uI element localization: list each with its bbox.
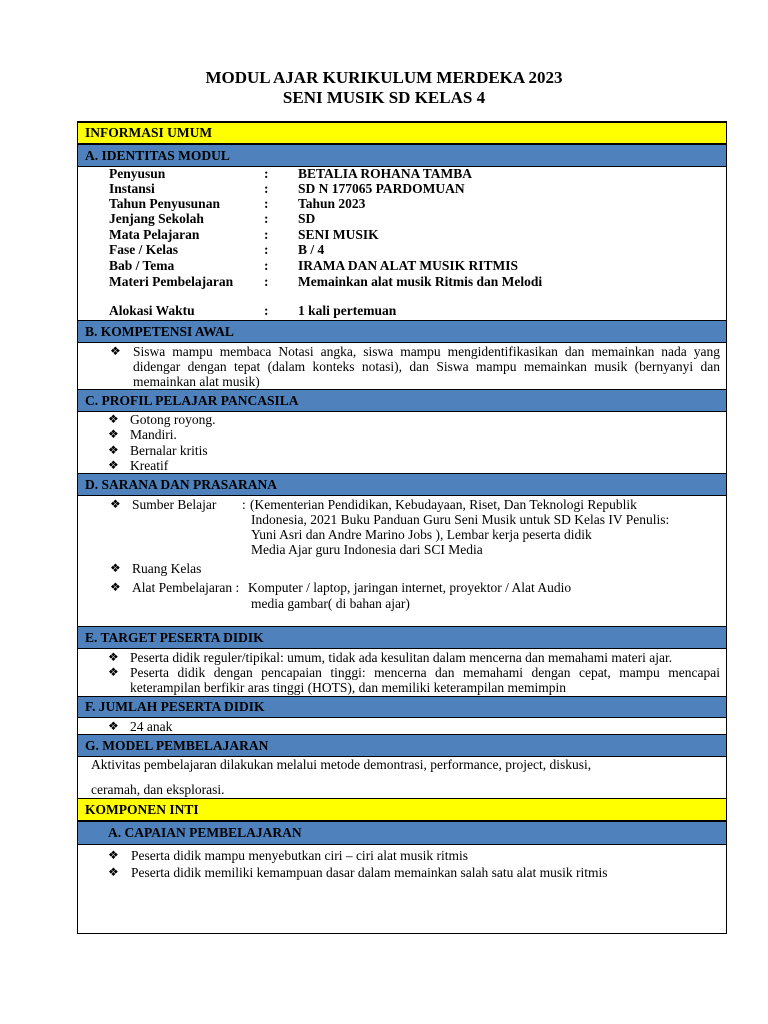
sumber-belajar-label: Sumber Belajar: [132, 497, 217, 512]
bullet-icon: ❖: [108, 427, 119, 441]
identitas-separator: :: [264, 196, 269, 211]
bullet-icon: ❖: [108, 865, 119, 879]
identitas-separator: :: [264, 181, 269, 196]
section-kompetensi-awal: B. KOMPETENSI AWAL: [78, 320, 726, 343]
alat-pembelajaran-line: media gambar( di bahan ajar): [251, 596, 410, 611]
identitas-value: Memainkan alat musik Ritmis dan Melodi: [298, 274, 543, 289]
bullet-icon: ❖: [110, 344, 121, 358]
identitas-separator: :: [264, 227, 269, 242]
bullet-icon: ❖: [108, 412, 119, 426]
identitas-label: Tahun Penyusunan: [109, 196, 220, 211]
bullet-icon: ❖: [110, 580, 121, 594]
sumber-belajar-line: Indonesia, 2021 Buku Panduan Guru Seni Musik untuk SD Kelas IV Penulis:: [251, 512, 670, 527]
identitas-label: Materi Pembelajaran: [109, 274, 234, 289]
identitas-label: Jenjang Sekolah: [109, 211, 204, 226]
sumber-belajar-line: Media Ajar guru Indonesia dari SCI Media: [251, 542, 483, 557]
identitas-value: Tahun 2023: [298, 196, 366, 211]
profil-item: Bernalar kritis: [130, 443, 208, 458]
jumlah-item: 24 anak: [130, 719, 173, 734]
capaian-item: Peserta didik memiliki kemampuan dasar dalam memainkan salah satu alat musik ritmis: [131, 865, 608, 880]
identitas-separator: :: [264, 211, 269, 226]
profil-item: Gotong royong.: [130, 412, 216, 427]
model-text-line: Aktivitas pembelajaran dilakukan melalui metode demontrasi, performance, project, diskusi,: [91, 757, 592, 772]
bullet-icon: ❖: [110, 561, 121, 575]
alokasi-label: Alokasi Waktu: [109, 303, 195, 318]
bullet-icon: ❖: [108, 458, 119, 472]
sumber-belajar-line: Yuni Asri dan Andre Marino Jobs ), Lembar kerja peserta didik: [251, 527, 592, 542]
identitas-label: Penyusun: [109, 166, 166, 181]
sumber-belajar-line: (Kementerian Pendidikan, Kebudayaan, Riset, Dan Teknologi Republik: [250, 497, 637, 512]
section-target-peserta: E. TARGET PESERTA DIDIK: [78, 626, 726, 649]
section-identitas-modul: A. IDENTITAS MODUL: [78, 144, 726, 167]
ruang-kelas: Ruang Kelas: [132, 561, 202, 576]
section-profil-pelajar: C. PROFIL PELAJAR PANCASILA: [78, 389, 726, 412]
profil-item: Kreatif: [130, 458, 169, 473]
section-informasi-umum: INFORMASI UMUM: [78, 122, 726, 144]
profil-item: Mandiri.: [130, 427, 177, 442]
section-jumlah-peserta: F. JUMLAH PESERTA DIDIK: [78, 696, 726, 718]
target-item: Peserta didik reguler/tipikal: umum, tidak ada kesulitan dalam mencerna dan memahami materi ajar.: [130, 650, 673, 665]
kompetensi-text: Siswa mampu membaca Notasi angka, siswa mampu mengidentifikasikan dan memainkan nada yang didengar dengan tepat (dalam konteks notasi), dan Siswa mampu memainkan musik (bernyanyi dan memainkan alat musik): [133, 344, 720, 389]
bullet-icon: ❖: [108, 665, 119, 679]
section-model-pembelajaran: G. MODEL PEMBELAJARAN: [78, 734, 726, 757]
document-title: MODUL AJAR KURIKULUM MERDEKA 2023: [205, 68, 563, 87]
alokasi-value: 1 kali pertemuan: [298, 303, 397, 318]
alat-pembelajaran-label: Alat Pembelajaran :: [132, 580, 240, 595]
identitas-value: B / 4: [298, 242, 325, 257]
section-capaian-pembelajaran: A. CAPAIAN PEMBELAJARAN: [78, 821, 726, 845]
bullet-icon: ❖: [110, 497, 121, 511]
identitas-value: SENI MUSIK: [298, 227, 379, 242]
identitas-separator: :: [264, 303, 269, 318]
identitas-label: Mata Pelajaran: [109, 227, 200, 242]
identitas-label: Bab / Tema: [109, 258, 175, 273]
identitas-value: SD: [298, 211, 316, 226]
identitas-value: SD N 177065 PARDOMUAN: [298, 181, 465, 196]
document-subtitle: SENI MUSIK SD KELAS 4: [282, 88, 486, 107]
identitas-value: BETALIA ROHANA TAMBA: [298, 166, 473, 181]
sumber-belajar-separator: :: [242, 497, 246, 512]
target-item: Peserta didik dengan pencapaian tinggi: mencerna dan memahami dengan cepat, mampu mencapai keterampilan berfikir aras tinggi (HOTS), dan memiliki keterampilan memimpin: [130, 665, 720, 695]
bullet-icon: ❖: [108, 848, 119, 862]
identitas-separator: :: [264, 166, 269, 181]
identitas-value: IRAMA DAN ALAT MUSIK RITMIS: [298, 258, 519, 273]
identitas-label: Fase / Kelas: [109, 242, 178, 257]
bullet-icon: ❖: [108, 719, 119, 733]
identitas-separator: :: [264, 274, 269, 289]
section-sarana-prasarana: D. SARANA DAN PRASARANA: [78, 473, 726, 496]
identitas-separator: :: [264, 258, 269, 273]
identitas-label: Instansi: [109, 181, 155, 196]
bullet-icon: ❖: [108, 650, 119, 664]
alat-pembelajaran-line: Komputer / laptop, jaringan internet, proyektor / Alat Audio: [248, 580, 572, 595]
capaian-item: Peserta didik mampu menyebutkan ciri – ciri alat musik ritmis: [131, 848, 469, 863]
identitas-separator: :: [264, 242, 269, 257]
bullet-icon: ❖: [108, 443, 119, 457]
model-text-line: ceramah, dan eksplorasi.: [91, 782, 225, 797]
section-komponen-inti: KOMPONEN INTI: [78, 798, 726, 821]
